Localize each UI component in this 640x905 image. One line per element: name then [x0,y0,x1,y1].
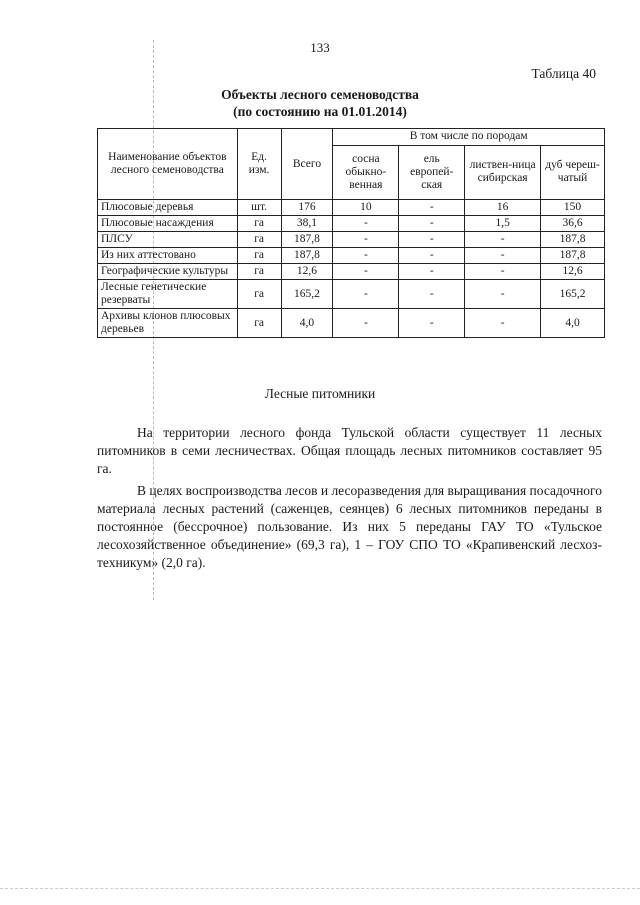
row-unit: шт. [237,200,281,216]
row-oak: 12,6 [541,264,605,280]
row-spruce: - [399,200,465,216]
row-larch: - [465,264,541,280]
row-pine: - [333,264,399,280]
row-unit: га [237,232,281,248]
row-name: Из них аттестовано [98,248,238,264]
row-oak: 165,2 [541,280,605,309]
row-unit: га [237,264,281,280]
table-label: Таблица 40 [531,66,596,81]
row-pine: - [333,248,399,264]
header-species-oak: дуб череш-чатый [541,145,605,199]
row-unit: га [237,309,281,338]
row-unit: га [237,216,281,232]
row-total: 187,8 [281,248,333,264]
table-row [98,200,605,216]
paragraph-nurseries-count: На территории лесного фонда Тульской области существует 11 лесных питомников в семи лесничествах. Общая площадь лесных питомников составляет 95 га. [97,425,602,476]
header-species-larch: листвен-ница сибирская [465,145,541,199]
row-pine: - [333,280,399,309]
table-row [98,309,605,338]
row-larch: 16 [465,200,541,216]
row-spruce: - [399,264,465,280]
row-name: ПЛСУ [98,232,238,248]
table-row [98,232,605,248]
row-name: Географические культуры [98,264,238,280]
table-title-line-1: Объекты лесного семеноводства [221,87,419,102]
row-total: 165,2 [281,280,333,309]
row-oak: 187,8 [541,248,605,264]
seed-objects-table [97,128,605,338]
row-name: Плюсовые деревья [98,200,238,216]
table-row [98,264,605,280]
row-total: 38,1 [281,216,333,232]
row-name: Плюсовые насаждения [98,216,238,232]
row-oak: 150 [541,200,605,216]
scan-bottom-line [0,888,640,889]
row-total: 4,0 [281,309,333,338]
row-total: 12,6 [281,264,333,280]
row-oak: 187,8 [541,232,605,248]
row-spruce: - [399,280,465,309]
row-larch: - [465,280,541,309]
header-name: Наименование объектов лесного семеноводства [98,129,238,200]
header-unit: Ед. изм. [237,129,281,200]
paragraph-nurseries-transfer: В целях воспроизводства лесов и лесоразведения для выращивания посадочного материала лесных растений (саженцев, сеянцев) 6 лесных питомников переданы в постоянное (бессрочное) пользование. Из них 5 переданы ГАУ ТО «Тульское лесохозяйственное объединение» (69,3 га), 1 – ГОУ СПО ТО «Крапивенский лесхоз-техникум» (2,0 га). [97,483,602,570]
row-spruce: - [399,248,465,264]
header-total: Всего [281,129,333,200]
row-total: 176 [281,200,333,216]
header-species-pine: сосна обыкно-венная [333,145,399,199]
row-larch: 1,5 [465,216,541,232]
row-unit: га [237,248,281,264]
row-name: Лесные генетические резерваты [98,280,238,309]
row-pine: - [333,232,399,248]
row-larch: - [465,309,541,338]
table-title-line-2: (по состоянию на 01.01.2014) [233,104,407,119]
row-unit: га [237,280,281,309]
row-oak: 36,6 [541,216,605,232]
table-row [98,280,605,309]
header-species-group: В том числе по породам [333,129,605,146]
row-larch: - [465,248,541,264]
table-row [98,216,605,232]
row-spruce: - [399,309,465,338]
row-spruce: - [399,216,465,232]
row-pine: - [333,309,399,338]
row-larch: - [465,232,541,248]
row-name: Архивы клонов плюсовых деревьев [98,309,238,338]
row-oak: 4,0 [541,309,605,338]
row-pine: - [333,216,399,232]
row-spruce: - [399,232,465,248]
table-title [0,86,640,120]
page-number: 133 [310,40,330,55]
row-total: 187,8 [281,232,333,248]
header-species-spruce: ель европей-ская [399,145,465,199]
row-pine: 10 [333,200,399,216]
table-row [98,248,605,264]
section-heading: Лесные питомники [264,386,376,401]
